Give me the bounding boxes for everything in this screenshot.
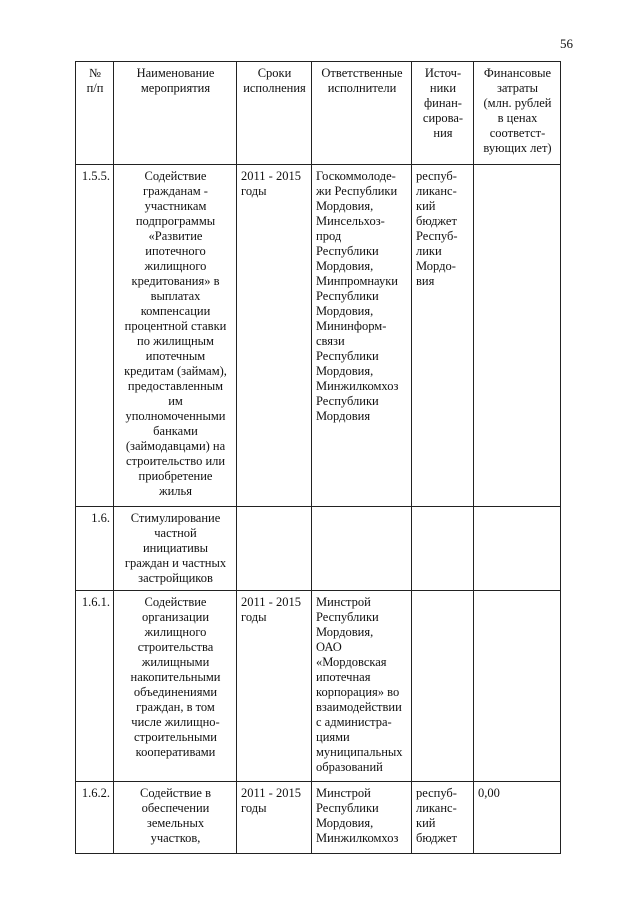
row-funding-source: респуб- ликанс- кий бюджет [412,782,474,854]
row-funding-source [412,591,474,782]
header-name: Наименование мероприятия [114,62,237,165]
row-term [237,507,312,591]
header-financial-costs: Финансовые затраты (млн. рублей в ценах соответст- вующих лет) [474,62,561,165]
row-measure-name: Содействие гражданам - участникам подпрограммы «Развитие ипотечного жилищного кредитования» в выплатах компенсации процентной ставки по жилищным ипотечным кредитам (займам), предоставленным им уполномоченными банками (займодавцами) на строительство или приобретение жилья [114,165,237,507]
row-financial-costs: 0,00 [474,782,561,854]
header-number: № п/п [76,62,114,165]
row-responsible: Госкоммолоде- жи Республики Мордовия, Минсельхоз- прод Республики Мордовия, Минпромнауки Республики Мордовия, Мининформ- связи Республики Мордовия, Минжилкомхоз Республики Мордовия [312,165,412,507]
row-measure-name: Содействие организации жилищного строительства жилищными накопительными объединениями граждан, в том числе жилищно- строительными кооперативами [114,591,237,782]
table-row [76,782,561,854]
header-funding-source: Источ- ники финан- сирова- ния [412,62,474,165]
table-row [76,165,561,507]
row-responsible: Минстрой Республики Мордовия, Минжилкомхоз [312,782,412,854]
page-number: 56 [560,36,573,51]
row-financial-costs [474,591,561,782]
row-number: 1.5.5. [76,165,114,507]
row-term: 2011 - 2015 годы [237,165,312,507]
row-financial-costs [474,165,561,507]
header-responsible: Ответственные исполнители [312,62,412,165]
row-number: 1.6. [76,507,114,591]
row-responsible: Минстрой Республики Мордовия, ОАО «Мордовская ипотечная корпорация» во взаимодействии с администра- циями муниципальных образований [312,591,412,782]
row-number: 1.6.2. [76,782,114,854]
row-financial-costs [474,507,561,591]
measures-table [75,61,561,854]
row-term: 2011 - 2015 годы [237,591,312,782]
row-measure-name: Содействие в обеспечении земельных участков, [114,782,237,854]
row-measure-name: Стимулирование частной инициативы граждан и частных застройщиков [114,507,237,591]
table-row [76,591,561,782]
row-funding-source: респуб- ликанс- кий бюджет Респуб- лики Мордо- вия [412,165,474,507]
row-number: 1.6.1. [76,591,114,782]
row-funding-source [412,507,474,591]
row-term: 2011 - 2015 годы [237,782,312,854]
table-row [76,507,561,591]
row-responsible [312,507,412,591]
table-header-row [76,62,561,165]
header-term: Сроки исполнения [237,62,312,165]
